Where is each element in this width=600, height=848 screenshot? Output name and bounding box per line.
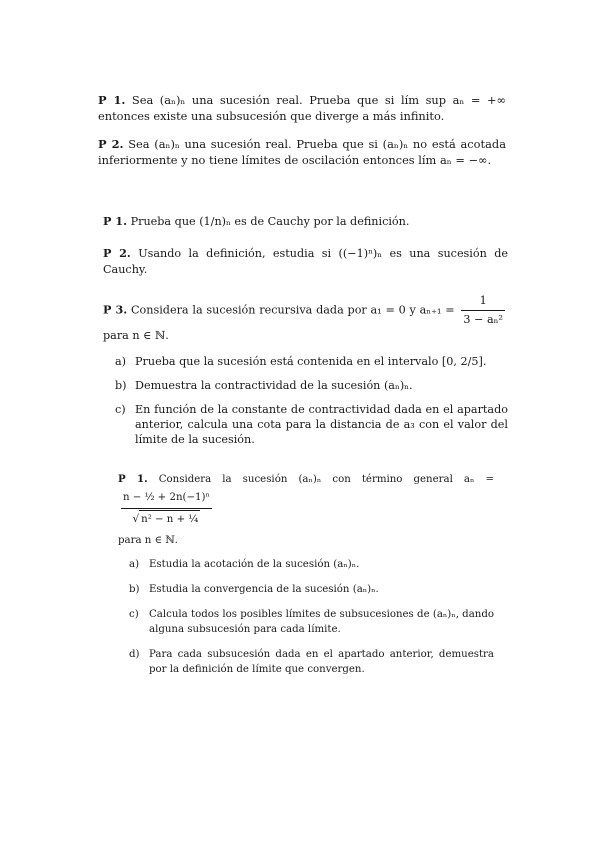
problem-2-2 <box>103 245 508 278</box>
fraction-numerator: n − ½ + 2n(−1)ⁿ <box>123 492 210 503</box>
fraction-denominator: 3 − aₙ² <box>461 310 505 328</box>
problem-3-1-domain: para n ∈ ℕ. <box>118 535 178 546</box>
item-text: Para cada subsucesión dada en el apartado anterior, demuestra por la definición de límite que convergen. <box>149 649 494 675</box>
problem-text-after: para n ∈ ℕ. <box>103 329 169 342</box>
problem-label: P 1. <box>103 214 127 228</box>
problem-text: Considera la sucesión recursiva dada por a₁ = 0 y aₙ₊₁ = <box>130 303 455 317</box>
general-term-fraction <box>121 489 212 529</box>
item-text: Estudia la acotación de la sucesión (aₙ)ₙ. <box>149 559 360 570</box>
problem-text: Sea (aₙ)ₙ una sucesión real. Prueba que si lím sup aₙ = +∞ entonces existe una subsucesión que diverge a más infinito. <box>98 93 506 123</box>
list-item <box>115 354 508 369</box>
problem-label: P 1. <box>118 473 148 485</box>
list-item <box>129 607 494 637</box>
item-marker: a) <box>129 559 140 570</box>
problem-text: Prueba que (1/n)ₙ es de Cauchy por la definición. <box>130 215 410 228</box>
problem-set-2 <box>103 213 508 456</box>
fraction-numerator: 1 <box>479 294 487 307</box>
list-item <box>129 647 494 677</box>
sqrt-radicand: n² − n + ¼ <box>139 510 200 529</box>
list-item <box>115 378 508 393</box>
problem-set-1 <box>98 92 506 180</box>
item-marker: b) <box>115 379 127 392</box>
problem-2-1 <box>103 213 508 230</box>
item-marker: c) <box>129 609 139 620</box>
item-marker: b) <box>129 584 140 595</box>
problem-2-3 <box>103 293 508 344</box>
problem-1-1 <box>98 92 506 124</box>
item-marker: c) <box>115 403 126 416</box>
item-text: Estudia la convergencia de la sucesión (aₙ)ₙ. <box>149 584 379 595</box>
problem-text: Sea (aₙ)ₙ una sucesión real. Prueba que si (aₙ)ₙ no está acotada inferiormente y no tiene límites de oscilación entonces lím aₙ = −∞. <box>98 137 506 167</box>
list-item <box>129 557 494 572</box>
fraction-denominator: √ n² − n + ¼ <box>121 508 212 529</box>
item-marker: d) <box>129 649 140 660</box>
problem-text: Considera la sucesión (aₙ)ₙ con término general aₙ = <box>158 474 494 485</box>
item-text: Demuestra la contractividad de la sucesión (aₙ)ₙ. <box>135 379 413 392</box>
item-text: Prueba que la sucesión está contenida en el intervalo [0, 2/5]. <box>135 355 487 368</box>
problem-label: P 2. <box>98 137 124 151</box>
problem-text: Usando la definición, estudia si ((−1)ⁿ)ₙ es una sucesión de Cauchy. <box>103 247 508 276</box>
problem-label: P 2. <box>103 246 131 260</box>
subitem-list <box>115 354 508 447</box>
item-text: En función de la constante de contractividad dada en el apartado anterior, calcula una cota para la distancia de a₃ con el valor del límite de la sucesión. <box>135 403 508 446</box>
recursion-fraction <box>461 293 505 328</box>
list-item <box>115 402 508 447</box>
problem-label: P 3. <box>103 302 128 317</box>
list-item <box>129 582 494 597</box>
item-text: Calcula todos los posibles límites de subsucesiones de (aₙ)ₙ, dando alguna subsucesión para cada límite. <box>149 609 494 635</box>
problem-set-3 <box>118 470 494 687</box>
item-marker: a) <box>115 355 127 368</box>
problem-3-1 <box>118 470 494 529</box>
subitem-list <box>129 557 494 677</box>
problem-1-2 <box>98 136 506 168</box>
problem-label: P 1. <box>98 93 126 107</box>
